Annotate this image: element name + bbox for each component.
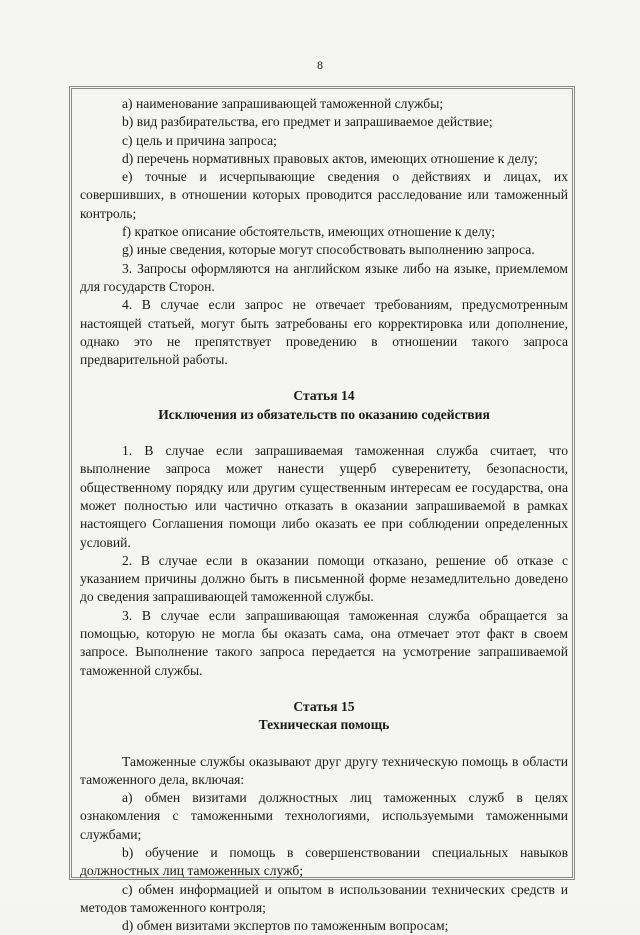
article-title: Исключения из обязательств по оказанию содействия bbox=[158, 406, 490, 422]
list-item: f) краткое описание обстоятельств, имеющих отношение к делу; bbox=[122, 224, 496, 240]
list-item: c) обмен информацией и опытом в использовании технических средств и методов таможенного контроля; bbox=[80, 881, 568, 915]
list-item: d) обмен визитами экспертов по таможенным вопросам; bbox=[122, 918, 449, 934]
list-item: а) наименование запрашивающей таможенной службы; bbox=[122, 96, 444, 111]
article-number: Статья 15 bbox=[293, 698, 355, 714]
paragraph: 3. Запросы оформляются на английском языке либо на языке, приемлемом для государств Сторон. bbox=[80, 260, 568, 294]
list-item: e) точные и исчерпывающие сведения о действиях и лицах, их совершивших, в отношении которых проводится расследование или таможенный контроль; bbox=[80, 169, 568, 221]
page-frame bbox=[69, 86, 575, 934]
list-item: b) обучение и помощь в совершенствовании специальных навыков должностных лиц таможенных служб; bbox=[80, 844, 568, 879]
paragraph: Таможенные службы оказывают друг другу техническую помощь в области таможенного дела, включая: bbox=[80, 753, 568, 787]
article-title: Техническая помощь bbox=[258, 717, 390, 733]
paragraph: 2. В случае если в оказании помощи отказано, решение об отказе с указанием причины должно быть в письменной форме незамедлительно доведено до сведения запрашивающей таможенной службы. bbox=[80, 552, 568, 605]
paragraph: 4. В случае если запрос не отвечает требованиям, предусмотренным настоящей статьей, могут быть затребованы его корректировка или дополнение, однако это не препятствует проведению в отношении такого запроса предварительной работы. bbox=[80, 297, 568, 368]
article-number: Статья 14 bbox=[293, 388, 355, 404]
list-item: g) иные сведения, которые могут способствовать выполнению запроса. bbox=[122, 242, 535, 258]
list-item: b) вид разбирательства, его предмет и запрашиваемое действие; bbox=[122, 114, 493, 130]
page-content bbox=[80, 95, 568, 935]
list-item: а) обмен визитами должностных лиц таможенных служб в целях ознакомления с таможенными технологиями, используемыми таможенными службами; bbox=[80, 790, 568, 842]
list-item: c) цель и причина запроса; bbox=[122, 132, 277, 148]
page-number: 8 bbox=[317, 58, 323, 72]
paragraph: 3. В случае если запрашивающая таможенная служба обращается за помощью, которую не могла бы оказать сама, она отмечает этот факт в своем запросе. Выполнение такого запроса передается на усмотрение запрашиваемой таможенной службы. bbox=[80, 607, 568, 678]
list-item: d) перечень нормативных правовых актов, имеющих отношение к делу; bbox=[122, 150, 538, 166]
paragraph: 1. В случае если запрашиваемая таможенная служба считает, что выполнение запроса может нанести ущерб суверенитету, безопасности, общественному порядку или другим существенным интересам ее государства, она может полностью или частично отказать в оказании запрашиваемой в рамках настоящего Соглашения помощи либо оказать ее при соблюдении определенных условий. bbox=[80, 443, 568, 550]
